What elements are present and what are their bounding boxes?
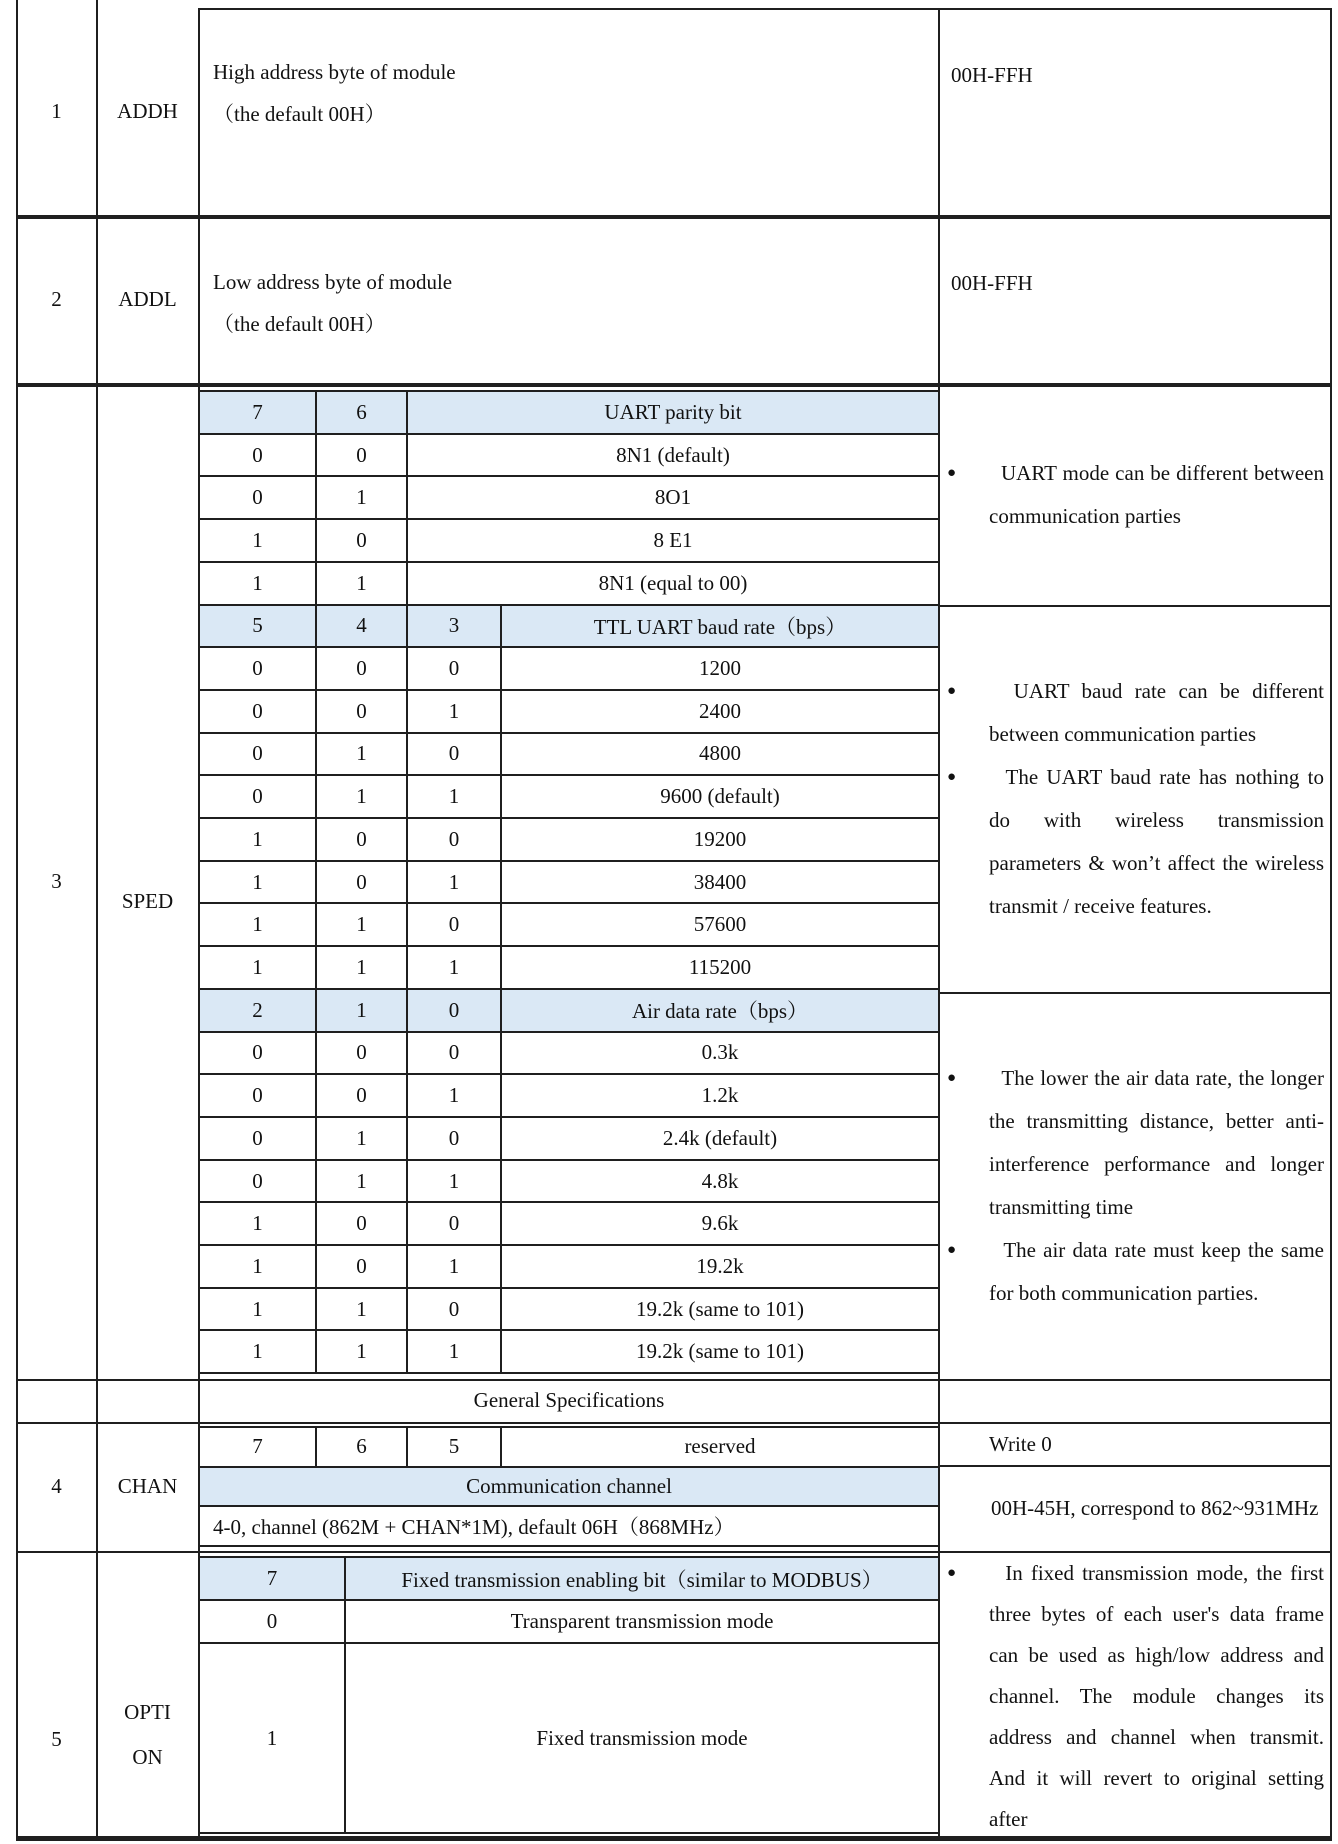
bit-header-row [200, 1558, 938, 1599]
addh-description [213, 51, 456, 135]
register-name-sped: SPED [121, 888, 174, 913]
bit-cell: 1 [252, 869, 263, 894]
bit-cell: reserved [500, 1428, 938, 1466]
bit-row [200, 1244, 938, 1287]
bit-cell: 115200 [500, 947, 938, 988]
bit-row [200, 646, 938, 689]
bit-row [200, 902, 938, 945]
bit-cell: 1200 [500, 648, 938, 689]
bit-cell: 0 [252, 1040, 263, 1065]
bit-cell: 8N1 (default) [406, 435, 938, 476]
bit-row [200, 945, 938, 988]
bit-cell: 0 [315, 1033, 406, 1074]
bit-cell: 7 [252, 1434, 263, 1459]
sped-parity-notes [940, 385, 1332, 605]
bit-header-cell: UART parity bit [406, 392, 938, 433]
bit-cell: 1 [315, 776, 406, 817]
row-number: 2 [51, 286, 62, 311]
addh-description-line2: （the default 00H） [213, 102, 386, 126]
bit-cell: 0 [252, 656, 263, 681]
note-bullet-item [940, 1229, 1324, 1315]
sped-airrate-notes [940, 992, 1332, 1379]
row-divider-general-chan [16, 1422, 1332, 1424]
bit-cell: 57600 [500, 904, 938, 945]
bit-cell: 0 [252, 1125, 263, 1150]
bit-cell: 8 E1 [406, 520, 938, 561]
bullet-icon: ● [947, 768, 957, 785]
addl-remark: 00H-FFH [951, 271, 1033, 295]
bit-header-cell: 5 [252, 613, 263, 638]
bit-row [200, 860, 938, 903]
bit-cell: 1 [406, 1161, 500, 1202]
bit-cell: Transparent transmission mode [344, 1601, 938, 1642]
bit-cell: 1 [252, 1211, 263, 1236]
bit-cell: Fixed transmission mode [344, 1644, 938, 1832]
bit-cell: 1.2k [500, 1075, 938, 1116]
bit-cell: 0 [315, 691, 406, 732]
register-name-option [97, 1551, 198, 1838]
bit-cell: 19.2k (same to 101) [500, 1289, 938, 1330]
bullet-icon: ● [947, 465, 957, 481]
chan-range-text: 00H-45H, correspond to 862~931MHz [991, 1495, 1319, 1520]
bit-row [200, 1116, 938, 1159]
bit-row [200, 1599, 938, 1642]
note-text: UART baud rate can be different between communication parties [989, 678, 1324, 746]
bullet-icon: ● [947, 1565, 957, 1581]
bit-cell: 0 [252, 741, 263, 766]
note-bullet-item [940, 670, 1324, 756]
bit-cell: 0.3k [500, 1033, 938, 1074]
chan-reserved-remark: Write 0 [989, 1432, 1052, 1456]
bit-cell: 19200 [500, 819, 938, 860]
bit-cell: 2400 [500, 691, 938, 732]
bit-header-row [200, 604, 938, 647]
note-text: The UART baud rate has nothing to do with wireless transmission parameters & won’t affect the wireless transmit / receive features. [989, 764, 1324, 918]
bit-row [200, 475, 938, 518]
bit-cell: 1 [406, 947, 500, 988]
bit-cell: 1 [315, 734, 406, 775]
bit-cell: 9600 (default) [500, 776, 938, 817]
bit-header-cell: Communication channel [466, 1474, 672, 1498]
bit-header-cell: 6 [315, 392, 406, 433]
note-text: In fixed transmission mode, the first three bytes of each user's data frame can be used as high/low address and channel. The module changes its address and channel when transmit. And it will revert to original setting after [989, 1561, 1324, 1831]
bit-header-cell: TTL UART baud rate（bps） [500, 606, 938, 647]
bit-row [200, 1505, 938, 1545]
bit-header-cell: 7 [266, 1566, 278, 1590]
bit-cell: 0 [406, 648, 500, 689]
register-name-chan: CHAN [117, 1474, 178, 1498]
bit-row [200, 1329, 938, 1372]
bit-row [200, 1642, 938, 1832]
row-number: 4 [51, 1474, 62, 1498]
bit-row [200, 433, 938, 476]
bit-cell: 8N1 (equal to 00) [406, 563, 938, 604]
bit-cell: 0 [406, 1033, 500, 1074]
bit-header-cell: 2 [252, 997, 263, 1022]
row-divider-addh-addl [16, 215, 1332, 219]
bit-row [200, 732, 938, 775]
bit-header-row [200, 392, 938, 433]
bit-cell: 5 [406, 1428, 500, 1466]
bit-cell: 1 [315, 1161, 406, 1202]
bit-cell: 19.2k (same to 101) [500, 1331, 938, 1372]
bit-cell: 1 [252, 912, 263, 937]
bit-cell: 0 [252, 784, 263, 809]
register-name-addh: ADDH [117, 99, 178, 123]
bit-row [200, 1201, 938, 1244]
bit-header-cell: Fixed transmission enabling bit（similar to MODBUS） [344, 1558, 938, 1599]
bullet-icon: ● [947, 682, 957, 699]
bit-header-cell: 0 [406, 990, 500, 1031]
register-name-addl: ADDL [118, 286, 177, 311]
bit-row [200, 1031, 938, 1074]
bit-cell: 9.6k [500, 1203, 938, 1244]
bit-cell: 1 [406, 862, 500, 903]
bit-cell: 38400 [500, 862, 938, 903]
bit-cell: 1 [315, 1331, 406, 1372]
bit-cell: 2.4k (default) [500, 1118, 938, 1159]
chan-bit-subtable [198, 1426, 940, 1547]
note-text: UART mode can be different between communication parties [989, 461, 1324, 528]
note-bullet-item [940, 1057, 1324, 1229]
bit-cell: 4800 [500, 734, 938, 775]
bit-cell: 1 [406, 776, 500, 817]
bit-row [200, 689, 938, 732]
bit-cell: 0 [315, 435, 406, 476]
bit-cell: 0 [406, 1118, 500, 1159]
row-number: 1 [51, 99, 62, 123]
bit-cell: 1 [315, 563, 406, 604]
bit-cell: 1 [252, 954, 263, 979]
addh-remark: 00H-FFH [951, 63, 1033, 87]
sped-bit-subtable [198, 390, 940, 1374]
addl-description [213, 261, 452, 345]
bit-header-cell: 1 [315, 990, 406, 1031]
bit-cell: 1 [315, 477, 406, 518]
row-number: 3 [51, 868, 62, 893]
option-bit-subtable [198, 1556, 940, 1834]
bit-row [200, 817, 938, 860]
bit-cell: 1 [406, 691, 500, 732]
bullet-icon: ● [947, 1241, 957, 1258]
note-bullet-item [940, 756, 1324, 928]
sped-baud-notes [940, 605, 1332, 992]
note-bullet-item [940, 1553, 1324, 1838]
bit-row [200, 774, 938, 817]
bit-cell: 1 [266, 1725, 278, 1750]
bit-cell: 0 [266, 1609, 278, 1633]
bit-header-row [200, 1466, 938, 1506]
bullet-icon: ● [947, 1069, 957, 1086]
bit-cell: 1 [315, 1118, 406, 1159]
bit-cell: 8O1 [406, 477, 938, 518]
bit-cell: 1 [406, 1246, 500, 1287]
addl-description-line2: （the default 00H） [213, 312, 386, 336]
general-specifications-label: General Specifications [473, 1388, 665, 1412]
note-bullet-item [940, 452, 1324, 538]
bit-cell: 1 [315, 904, 406, 945]
bit-cell: 4-0, channel (862M + CHAN*1M), default 06H（868MHz） [213, 1515, 735, 1540]
bit-cell: 0 [406, 1203, 500, 1244]
bit-cell: 1 [252, 1339, 263, 1364]
bit-row [200, 561, 938, 604]
bit-cell: 19.2k [500, 1246, 938, 1287]
register-name-option-line1: OPTI [124, 1699, 171, 1724]
bit-row [200, 518, 938, 561]
bit-cell: 0 [315, 1246, 406, 1287]
bit-cell: 0 [315, 1203, 406, 1244]
bit-cell: 0 [315, 648, 406, 689]
bit-cell: 1 [406, 1331, 500, 1372]
bit-row [200, 1287, 938, 1330]
bit-header-cell: 7 [252, 399, 263, 424]
option-notes [940, 1553, 1332, 1838]
bit-cell: 0 [252, 442, 263, 467]
chan-range-remark [940, 1465, 1332, 1551]
table-top-border [198, 8, 1332, 10]
bit-cell: 0 [406, 904, 500, 945]
bit-cell: 1 [252, 570, 263, 595]
bit-header-row [200, 988, 938, 1031]
bit-cell: 1 [252, 1296, 263, 1321]
bit-cell: 1 [252, 527, 263, 552]
row-number: 5 [51, 1727, 62, 1751]
bit-row [200, 1073, 938, 1116]
bit-cell: 1 [252, 826, 263, 851]
note-text: The air data rate must keep the same for both communication parties. [989, 1237, 1324, 1305]
bit-cell: 0 [252, 1168, 263, 1193]
bit-cell: 0 [315, 520, 406, 561]
addl-description-line1: Low address byte of module [213, 270, 453, 294]
bit-cell: 0 [315, 862, 406, 903]
bit-row [200, 1428, 938, 1466]
bit-cell: 6 [315, 1428, 406, 1466]
bit-cell: 0 [406, 734, 500, 775]
bit-cell: 1 [252, 1253, 263, 1278]
bit-cell: 0 [315, 819, 406, 860]
bit-cell: 0 [252, 485, 263, 510]
bit-cell: 0 [406, 819, 500, 860]
bit-header-cell: 4 [315, 606, 406, 647]
bit-cell: 0 [252, 698, 263, 723]
bit-row [200, 1159, 938, 1202]
bit-header-cell: Air data rate（bps） [500, 990, 938, 1031]
bit-cell: 1 [315, 947, 406, 988]
bit-cell: 0 [252, 1083, 263, 1108]
bit-cell: 1 [315, 1289, 406, 1330]
bit-cell: 1 [406, 1075, 500, 1116]
note-text: The lower the air data rate, the longer the transmitting distance, better anti-interference performance and longer transmitting time [989, 1065, 1324, 1219]
bit-cell: 0 [315, 1075, 406, 1116]
addh-description-line1: High address byte of module [213, 60, 456, 84]
bit-cell: 4.8k [500, 1161, 938, 1202]
bit-cell: 0 [406, 1289, 500, 1330]
bit-header-cell: 3 [406, 606, 500, 647]
register-name-option-line2: ON [132, 1744, 163, 1769]
